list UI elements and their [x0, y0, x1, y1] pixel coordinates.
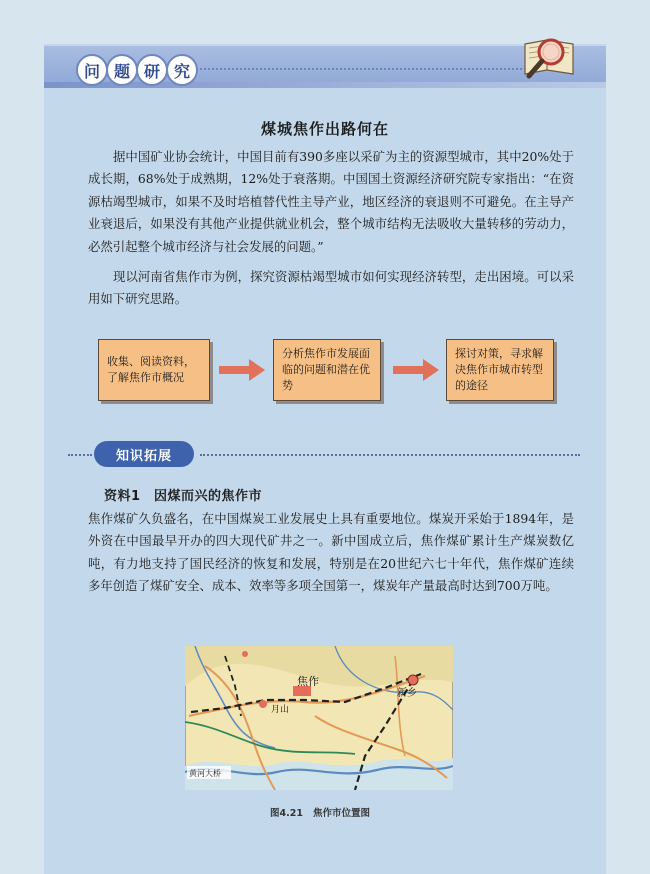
- figure-caption-text: 焦作市位置图: [312, 808, 370, 819]
- material-paragraph: 焦作煤矿久负盛名，在中国煤炭工业发展史上具有重要地位。煤炭开采始于1894年，是外资在中国最早开办的四大现代矿井之一。新中国成立后，焦作煤矿累计生产煤炭数亿吨，有力地支持了国民经济的恢复和发展，特别是在20世纪六七十年代，焦作煤矿连续多年创造了煤矿安全、成本、效率等多项全国第一，煤炭年产量最高时达到700万吨。: [88, 511, 574, 594]
- header-dotted-line: [196, 68, 526, 72]
- flow-step-3: [446, 339, 554, 401]
- section-dots-right: [200, 454, 580, 456]
- flow-step-2: [273, 339, 381, 401]
- header-char-2: 题: [106, 54, 138, 86]
- map-label-xinxiang: 新乡: [397, 688, 417, 699]
- map-label-yueshan: 月山: [271, 705, 290, 715]
- map-label-bridge: 黄河大桥: [189, 769, 221, 778]
- article-title: 煤城焦作出路何在: [260, 120, 389, 138]
- material-title: 资料1 因煤而兴的焦作市: [104, 489, 263, 504]
- header-char-1: 问: [76, 54, 108, 86]
- article-paragraph-1: 据中国矿业协会统计，中国目前有390多座以采矿为主的资源型城市，其中20%处于成长期，68%处于成熟期，12%处于衰落期。中国国土资源经济研究院专家指出：“在资源枯竭型城市，如果不及时培植替代性主导产业，地区经济的衰退则不可避免。在主导产业衰退后，如果没有其他产业提供就业机会，整个城市结构无法吸收大量转移的劳动力，必然引起整个城市经济与社会发展的问题。”: [88, 149, 574, 254]
- map-label-jiaozuo: 焦作: [297, 675, 319, 688]
- figure-number: 图4.21: [270, 808, 303, 819]
- section-dots-left: [68, 454, 92, 456]
- header-char-4: 究: [166, 54, 198, 86]
- arrow-right-icon: [393, 357, 439, 383]
- location-map: [185, 646, 453, 790]
- article-paragraph-2: 现以河南省焦作市为例，探究资源枯竭型城市如何实现经济转型，走出困境。可以采用如下研究思路。: [88, 269, 574, 307]
- flow-step-1: [98, 339, 210, 401]
- flow-step-3-text: 探讨对策，寻求解决焦作市城市转型的途径: [455, 347, 543, 392]
- flow-step-2-text: 分析焦作市发展面临的问题和潜在优势: [282, 347, 370, 392]
- book-magnifier-icon: [515, 30, 583, 86]
- figure-caption: [0, 805, 640, 819]
- header-char-3: 研: [136, 54, 168, 86]
- flow-step-1-text: 收集、阅读资料，了解焦作市概况: [107, 355, 195, 384]
- knowledge-section-label: 知识拓展: [94, 441, 194, 467]
- arrow-right-icon: [219, 357, 265, 383]
